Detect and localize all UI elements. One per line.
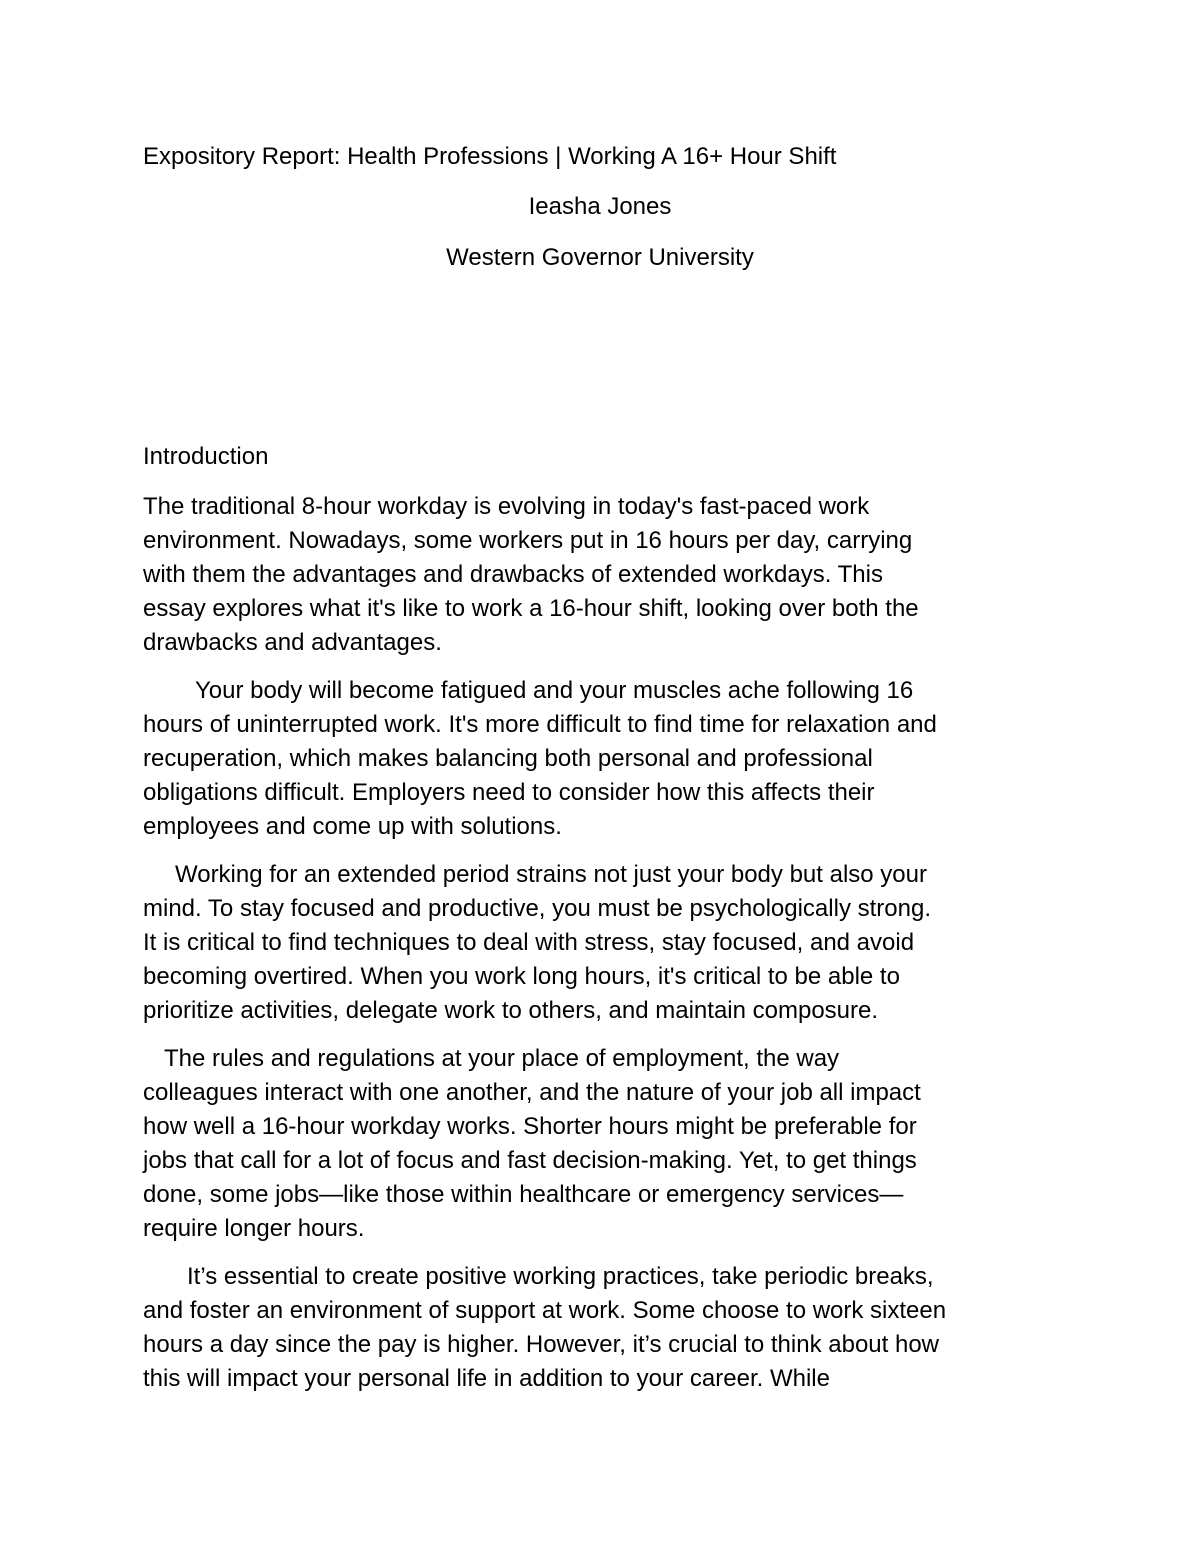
paragraph-line: and foster an environment of support at work. Some choose to work sixteen [143, 1297, 947, 1324]
paragraph-line: done, some jobs—like those within healthcare or emergency services— [143, 1181, 904, 1208]
paragraph-line: Your body will become fatigued and your muscles ache following 16 [195, 677, 914, 704]
paragraph-line: hours a day since the pay is higher. However, it’s crucial to think about how [143, 1331, 939, 1358]
paragraph-line: drawbacks and advantages. [143, 629, 442, 656]
paragraph-line: The traditional 8-hour workday is evolving in today's fast-paced work [143, 493, 870, 520]
paragraph-line: becoming overtired. When you work long hours, it's critical to be able to [143, 963, 900, 990]
paragraph-line: recuperation, which makes balancing both personal and professional [143, 745, 873, 772]
paragraph-line: mind. To stay focused and productive, you must be psychologically strong. [143, 895, 931, 922]
paragraph-line: obligations difficult. Employers need to consider how this affects their [143, 779, 875, 806]
paragraph-line: It’s essential to create positive working practices, take periodic breaks, [187, 1263, 934, 1290]
paragraph-line: colleagues interact with one another, and the nature of your job all impact [143, 1079, 921, 1106]
paragraph-2 [143, 674, 1073, 844]
paragraph-line: Working for an extended period strains not just your body but also your [175, 861, 927, 888]
paragraph-5 [143, 1260, 1073, 1396]
paragraph-line: essay explores what it's like to work a 16-hour shift, looking over both the [143, 595, 919, 622]
paragraph-line: jobs that call for a lot of focus and fast decision-making. Yet, to get things [143, 1147, 917, 1174]
paragraph-line: The rules and regulations at your place of employment, the way [164, 1045, 840, 1072]
paragraph-line: prioritize activities, delegate work to others, and maintain composure. [143, 997, 879, 1024]
document-title: Expository Report: Health Professions | Working A 16+ Hour Shift [143, 143, 837, 170]
paragraph-1 [143, 490, 1073, 660]
body-text [143, 490, 1073, 1410]
paragraph-line: hours of uninterrupted work. It's more difficult to find time for relaxation and [143, 711, 937, 738]
paragraph-line: with them the advantages and drawbacks of extended workdays. This [143, 561, 883, 588]
paragraph-3 [143, 858, 1073, 1028]
paragraph-line: environment. Nowadays, some workers put in 16 hours per day, carrying [143, 527, 913, 554]
institution-name: Western Governor University [446, 244, 754, 271]
paragraph-4 [143, 1042, 1073, 1246]
paragraph-line: this will impact your personal life in addition to your career. While [143, 1365, 830, 1392]
paragraph-line: employees and come up with solutions. [143, 813, 562, 840]
section-heading-introduction: Introduction [143, 443, 269, 470]
paragraph-line: It is critical to find techniques to deal with stress, stay focused, and avoid [143, 929, 915, 956]
paragraph-line: how well a 16-hour workday works. Shorter hours might be preferable for [143, 1113, 917, 1140]
author-name: Ieasha Jones [528, 193, 672, 220]
paragraph-line: require longer hours. [143, 1215, 365, 1242]
